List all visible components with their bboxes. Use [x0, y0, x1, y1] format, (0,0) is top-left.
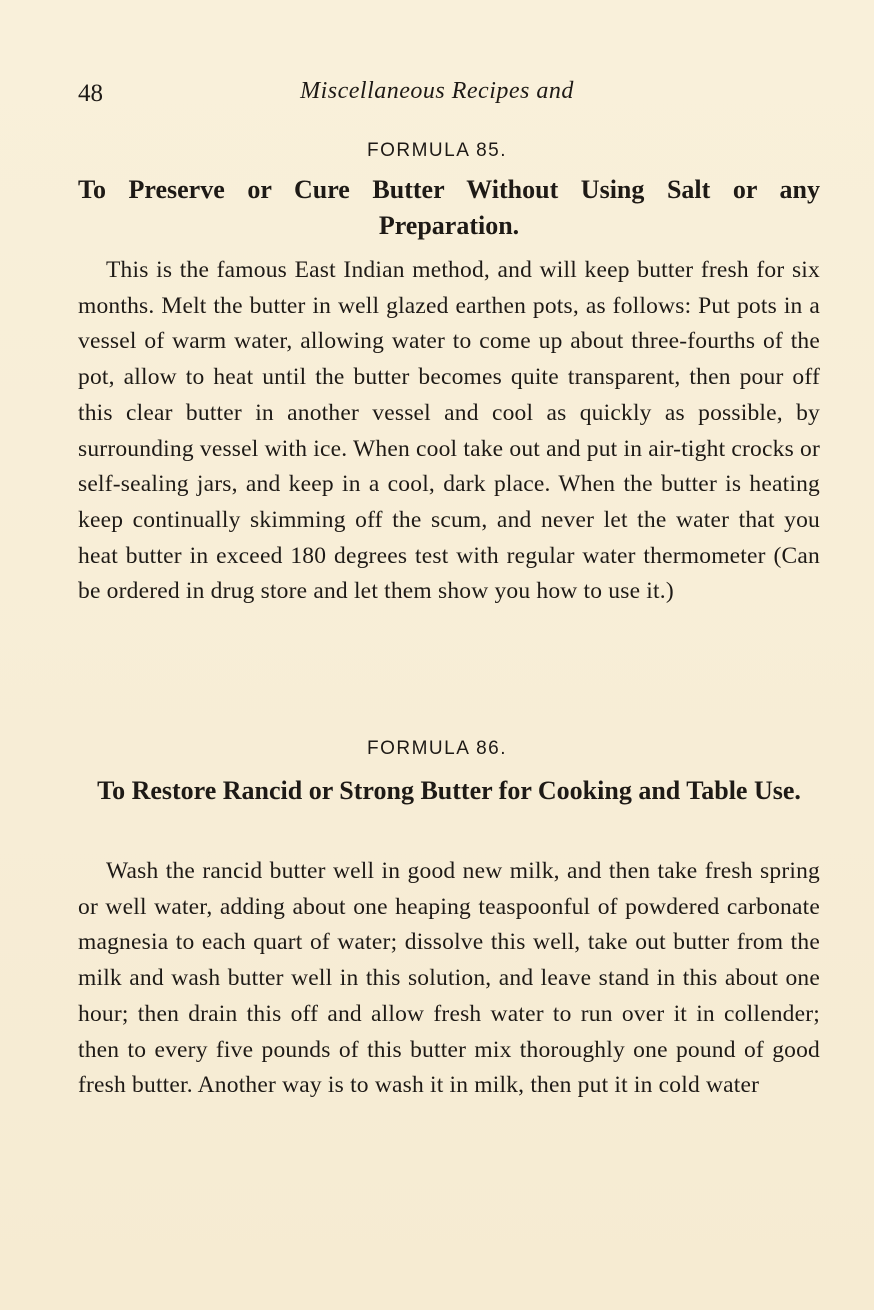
formula-86-label: FORMULA 86.	[366, 738, 508, 759]
formula-86-title: To Restore Rancid or Strong Butter for Cooking and Table Use.	[97, 776, 801, 805]
formula-85-label: FORMULA 85.	[366, 140, 508, 161]
formula-85-body: This is the famous East Indian method, and will keep butter fresh for six months. Melt the butter in well glazed earthen pots, as follows: Put pots in a vessel of warm water, allowing water to come up about three-fourths of the pot, allow to heat until the butter becomes quite transparent, then pour off this clear butter in another vessel and cool as quickly as possible, by surrounding vessel with ice. When cool take out and put in air-tight crocks or self-sealing jars, and keep in a cool, dark place. When the butter is heating keep continually skimming off the scum, and never let the water that you heat butter in exceed 180 degrees test with regular water thermometer (Can be ordered in drug store and let them show you how to use it.)	[78, 257, 820, 605]
formula-85-title: To Preserve or Cure Butter Without Using Salt or any Preparation.	[78, 175, 820, 240]
formula-86-body: Wash the rancid butter well in good new milk, and then take fresh spring or well water, adding about one heaping teaspoonful of powdered carbonate magnesia to each quart of water; dissolve this well, take out butter from the milk and wash butter well in this solution, and leave stand in this about one hour; then drain this off and allow fresh water to run over it in collender; then to every five pounds of this butter mix thoroughly one pound of good fresh butter. Another way is to wash it in milk, then put it in cold water	[78, 858, 820, 1099]
page-number: 48	[78, 80, 103, 107]
running-head: Miscellaneous Recipes and	[300, 78, 574, 104]
